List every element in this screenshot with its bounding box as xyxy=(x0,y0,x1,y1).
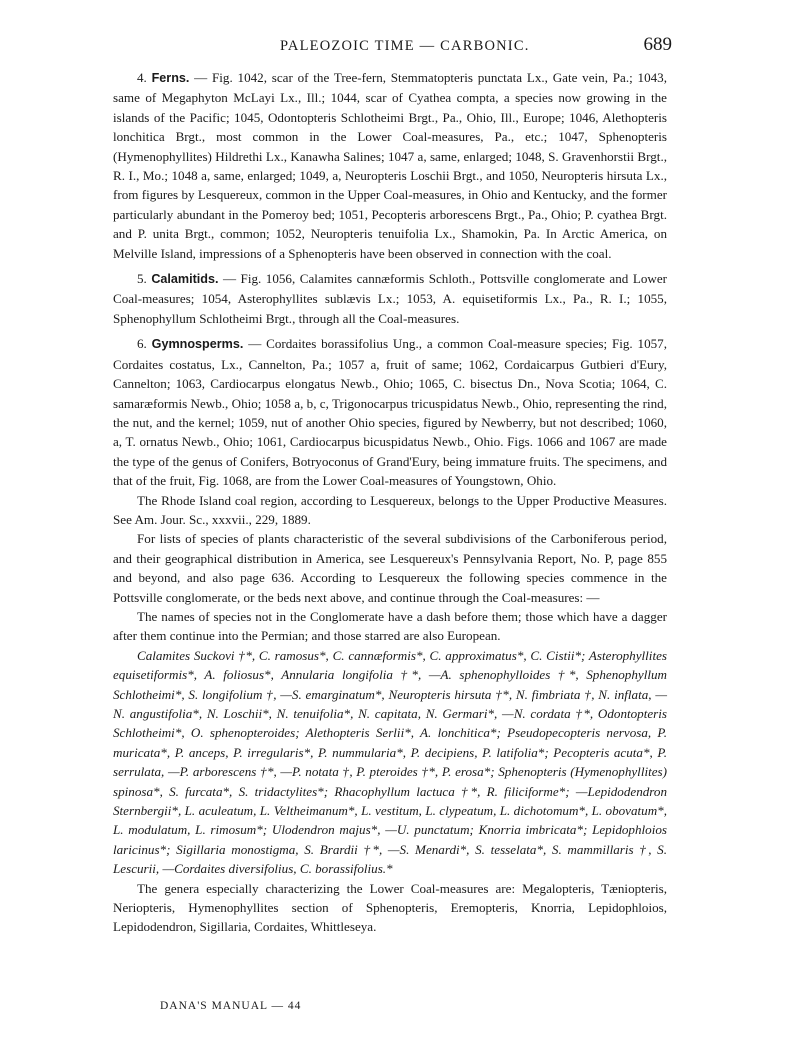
section-calamitids xyxy=(113,269,667,328)
section-heading: Calamitids. xyxy=(151,272,219,287)
section-number: 5. xyxy=(137,271,147,287)
section-text: — Fig. 1056, Calamites cannæformis Schloth., Pottsville conglomerate and Lower Coal-measures; 1054, Asterophyllites sublævis Lx.; 1053, A. equisetiformis Lx., Pa., R. I.; 1055, Sphenophyllum Schlotheimi Brgt., through all the Coal-measures. xyxy=(113,271,667,326)
text-body xyxy=(113,68,667,937)
section-heading: Gymnosperms. xyxy=(151,337,244,352)
paragraph-legend: The names of species not in the Conglomerate have a dash before them; those which have a dagger after them continue into the Permian; and those starred are also European. xyxy=(113,608,667,644)
paragraph-species-lists: For lists of species of plants characteristic of the several subdivisions of the Carboniferous period, and their geographical distribution in America, see Lesquereux's Pennsylvania Report, No. P, page 855 and beyond, and also page 636. According to Lesquereux the following species commence in the Pottsville conglomerate, or the beds next above, and continue through the Coal-measures: — xyxy=(113,531,667,605)
paragraph-lower-coal-genera: The genera especially characterizing the Lower Coal-measures are: Megalopteris, Tæniopteris, Neriopteris, Hymenophyllites section of Sphenopteris, Eremopteris, Knorria, Lepidophloios, Lepidodendron, Sigillaria, Cordaites, Whittleseya. xyxy=(113,880,667,935)
species-list: Calamites Suckovi †*, C. ramosus*, C. cannæformis*, C. approximatus*, C. Cistii*; Asterophyllites equisetiformis*, A. foliosus*, Annularia longifolia †*, —A. sphenophylloides †*, Sphenophyllum Schlotheimi*, S. longifolium †, —S. emarginatum*, Neuropteris hirsuta †*, N. fimbriata †, N. inflata, —N. angustifolia*, N. Loschii*, N. tenuifolia*, N. capitata, N. Germari*, —N. cordata †*, Odontopteris Schlotheimi*, O. sphenopteroides; Alethopteris Serlii*, A. lonchitica*; Pseudopecopteris nervosa, P. muricata*, P. anceps, P. irregularis*, P. nummularia*, P. decipiens, P. latifolia*; Pecopteris acuta*, P. serrulata, —P. arborescens †*, —P. notata †, P. pteroides †*, P. erosa*; Sphenopteris (Hymenophyllites) spinosa*, S. furcata*, S. tridactylites*; Rhacophyllum lactuca †*, R. filiciforme*; —Lepidodendron Sternbergii*, L. aculeatum, L. Veltheimanum*, L. vestitum, L. clypeatum, L. dichotomum*, L. obovatum*, L. modulatum, L. rimosum*; Ulodendron majus*, —U. punctatum; Knorria imbricata*; Lepidophloios laricinus*; Sigillaria monostigma, S. Brardii †*, —S. Menardi*, S. tesselata*, S. mammillaris †, S. Lescurii, —Cordaites diversifolius, C. borassifolius.* xyxy=(113,647,667,877)
section-text: — Cordaites borassifolius Ung., a common Coal-measure species; Fig. 1057, Cordaites costatus, Lx., Cannelton, Pa.; 1057 a, fruit of same; 1062, Cordaicarpus Gutbieri d'Eury, Cannelton; 1063, Cardiocarpus elongatus Newb., Ohio; 1065, C. bisectus Dn., Nova Scotia; 1064, C. samaræformis Newb., Ohio; 1058 a, b, c, Trigonocarpus tricuspidatus Newb., Ohio, representing the rind, the nut, and the kernel; 1059, nut of another Ohio species, figured by Newberry, but not described; 1060, a, T. ornatus Newb., Ohio; 1061, Cardiocarpus bicuspidatus Newb., Ohio. Figs. 1066 and 1067 are made the type of the genus of Conifers, Botryoconus of Grand'Eury, being immature fruits. The specimens, and that of the fruit, Fig. 1068, are from the Lower Coal-measures of Youngstown, Ohio. xyxy=(113,336,667,489)
paragraph-rhode-island: The Rhode Island coal region, according to Lesquereux, belongs to the Upper Productive Measures. See Am. Jour. Sc., xxxvii., 229, 1889. xyxy=(113,492,667,527)
section-text: — Fig. 1042, scar of the Tree-fern, Stemmatopteris punctata Lx., Gate vein, Pa.; 1043, same of Megaphyton McLayi Lx., Ill.; 1044, scar of Cyathea compta, a species now growing in the islands of the Pacific; 1045, Odontopteris Schlotheimi Brgt., Pa., Ohio, Ill., Europe; 1046, Alethopteris lonchitica Brgt., most common in the Lower Coal-measures, Pa., etc.; 1047, Sphenopteris (Hymenophyllites) Hildrethi Lx., Kanawha Salines; 1047 a, same, enlarged; 1048, S. Gravenhorstii Brgt., R. I., Mo.; 1048 a, same, enlarged; 1049, a, Neuropteris Loschii Brgt., and 1050, Neuropteris hirsuta Lx., from figures by Lesquereux, common in the Upper Coal-measures, in Ohio and Kentucky, and the former particularly abundant in the Pomeroy bed; 1051, Pecopteris arborescens Brgt., Pa., Ohio; P. cyathea Brgt. and P. unita Brgt., common; 1052, Neuropteris tenuifolia Lx., Shamokin, Pa. In Arctic America, on Melville Island, impressions of a Sphenopteris have been observed in connection with the coal. xyxy=(113,70,667,261)
running-head-title: PALEOZOIC TIME — CARBONIC. xyxy=(280,38,530,54)
section-number: 4. xyxy=(137,70,147,85)
section-heading: Ferns. xyxy=(151,71,190,85)
running-head xyxy=(112,36,670,58)
signature-footer: DANA'S MANUAL — 44 xyxy=(160,1000,302,1012)
section-gymnosperms xyxy=(113,334,667,490)
page-number: 689 xyxy=(643,34,672,55)
section-ferns xyxy=(113,68,667,263)
section-number: 6. xyxy=(137,336,147,352)
